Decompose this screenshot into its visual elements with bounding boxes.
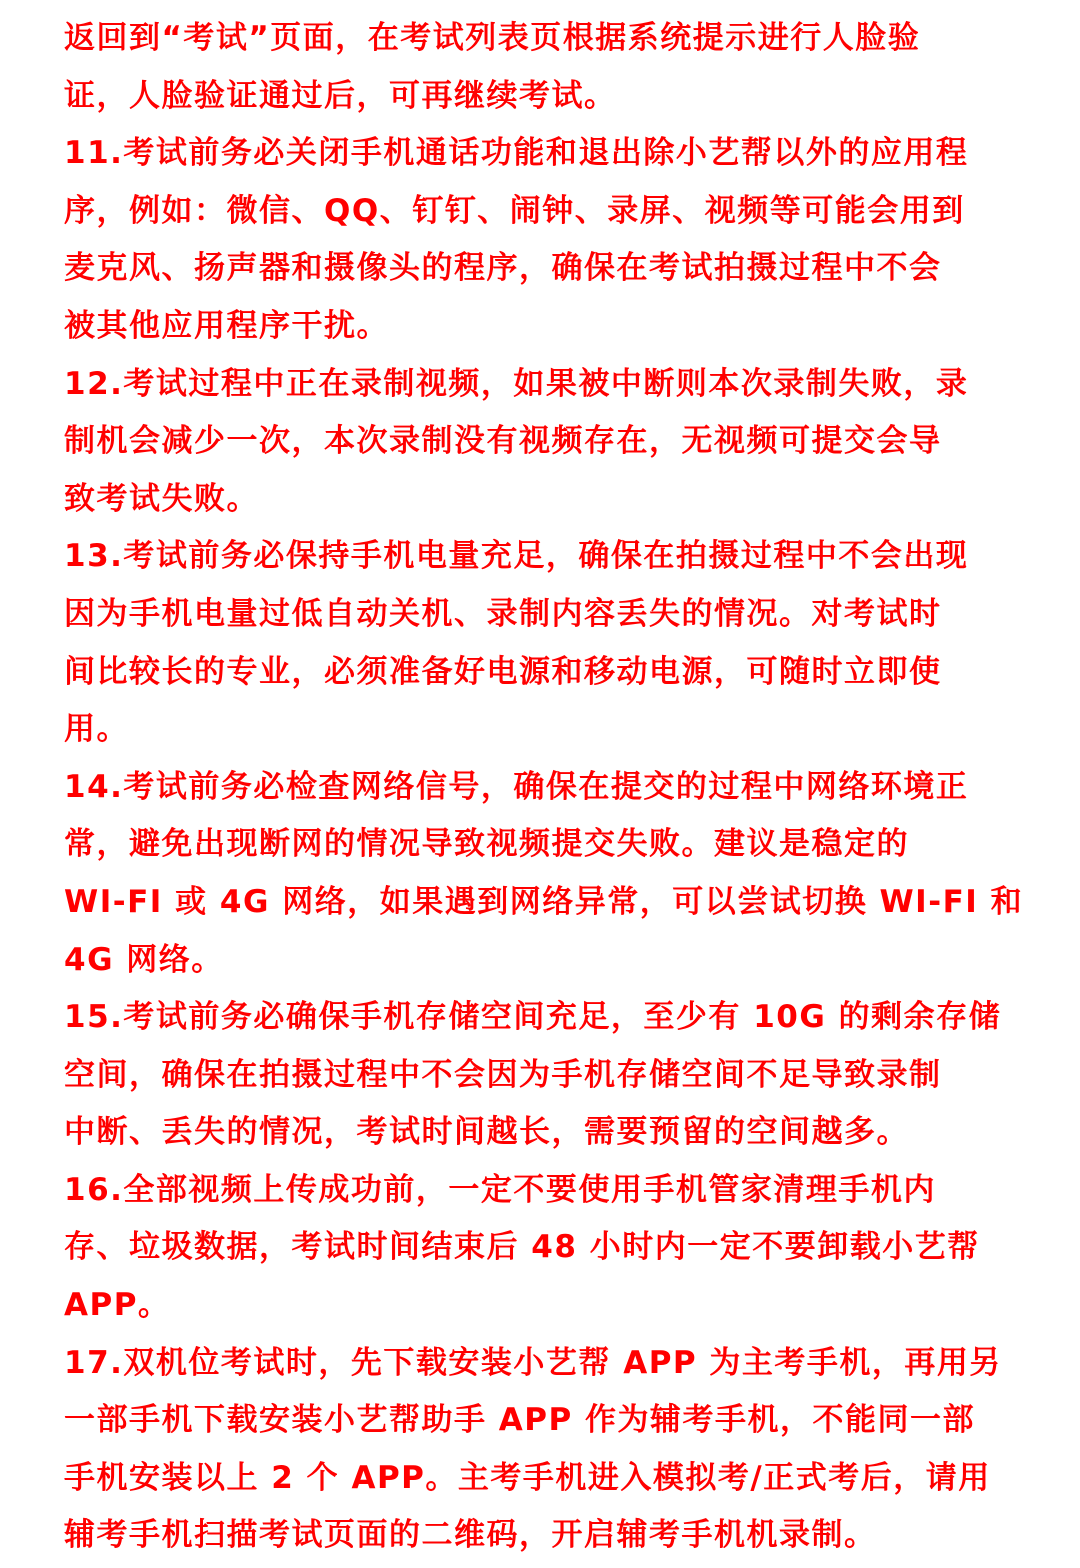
text-line: 4G 网络。 [64, 941, 224, 978]
paragraph-item-16 [64, 1162, 1024, 1335]
text-line: 被其他应用程序干扰。 [64, 307, 389, 344]
paragraph-item-13 [64, 528, 1024, 758]
text-line: 麦克风、扬声器和摄像头的程序，确保在考试拍摄过程中不会 [64, 250, 942, 287]
text-line: 15.考试前务必确保手机存储空间充足，至少有 10G 的剩余存储 [64, 999, 1002, 1036]
text-line: 14.考试前务必检查网络信号，确保在提交的过程中网络环境正 [64, 768, 969, 805]
paragraph-item-14 [64, 759, 1024, 989]
text-line: 中断、丢失的情况，考试时间越长，需要预留的空间越多。 [64, 1114, 909, 1151]
text-line: 一部手机下载安装小艺帮助手 APP 作为辅考手机，不能同一部 [64, 1402, 976, 1439]
paragraph-item-11 [64, 125, 1024, 355]
text-line: 常，避免出现断网的情况导致视频提交失败。建议是稳定的 [64, 826, 909, 863]
text-line: 16.全部视频上传成功前，一定不要使用手机管家清理手机内 [64, 1171, 936, 1208]
text-line: 因为手机电量过低自动关机、录制内容丢失的情况。对考试时 [64, 595, 942, 632]
text-line: APP。 [64, 1287, 171, 1324]
exam-instructions-document [64, 10, 1024, 1565]
text-line: 制机会减少一次，本次录制没有视频存在，无视频可提交会导 [64, 423, 942, 460]
text-line: 存、垃圾数据，考试时间结束后 48 小时内一定不要卸载小艺帮 [64, 1229, 980, 1266]
text-line: 证，人脸验证通过后，可再继续考试。 [64, 77, 617, 114]
paragraph-item-17 [64, 1335, 1024, 1565]
text-line: 13.考试前务必保持手机电量充足，确保在拍摄过程中不会出现 [64, 538, 969, 575]
text-line: WI-FI 或 4G 网络，如果遇到网络异常，可以尝试切换 WI-FI 和 [64, 883, 1024, 920]
paragraph-face-verification-continued [64, 10, 1024, 125]
text-line: 致考试失败。 [64, 480, 259, 517]
text-line: 11.考试前务必关闭手机通话功能和退出除小艺帮以外的应用程 [64, 135, 969, 172]
text-line: 手机安装以上 2 个 APP。主考手机进入模拟考/正式考后，请用 [64, 1459, 991, 1496]
paragraph-item-15 [64, 989, 1024, 1162]
text-line: 辅考手机扫描考试页面的二维码，开启辅考手机机录制。 [64, 1517, 877, 1554]
text-line: 序，例如：微信、QQ、钉钉、闹钟、录屏、视频等可能会用到 [64, 192, 965, 229]
paragraph-item-12 [64, 356, 1024, 529]
text-line: 17.双机位考试时，先下载安装小艺帮 APP 为主考手机，再用另 [64, 1344, 1002, 1381]
text-line: 空间，确保在拍摄过程中不会因为手机存储空间不足导致录制 [64, 1056, 942, 1093]
text-line: 返回到“考试”页面，在考试列表页根据系统提示进行人脸验 [64, 20, 921, 56]
text-line: 间比较长的专业，必须准备好电源和移动电源，可随时立即使 [64, 653, 942, 690]
text-line: 用。 [64, 711, 129, 748]
text-line: 12.考试过程中正在录制视频，如果被中断则本次录制失败，录 [64, 365, 969, 402]
